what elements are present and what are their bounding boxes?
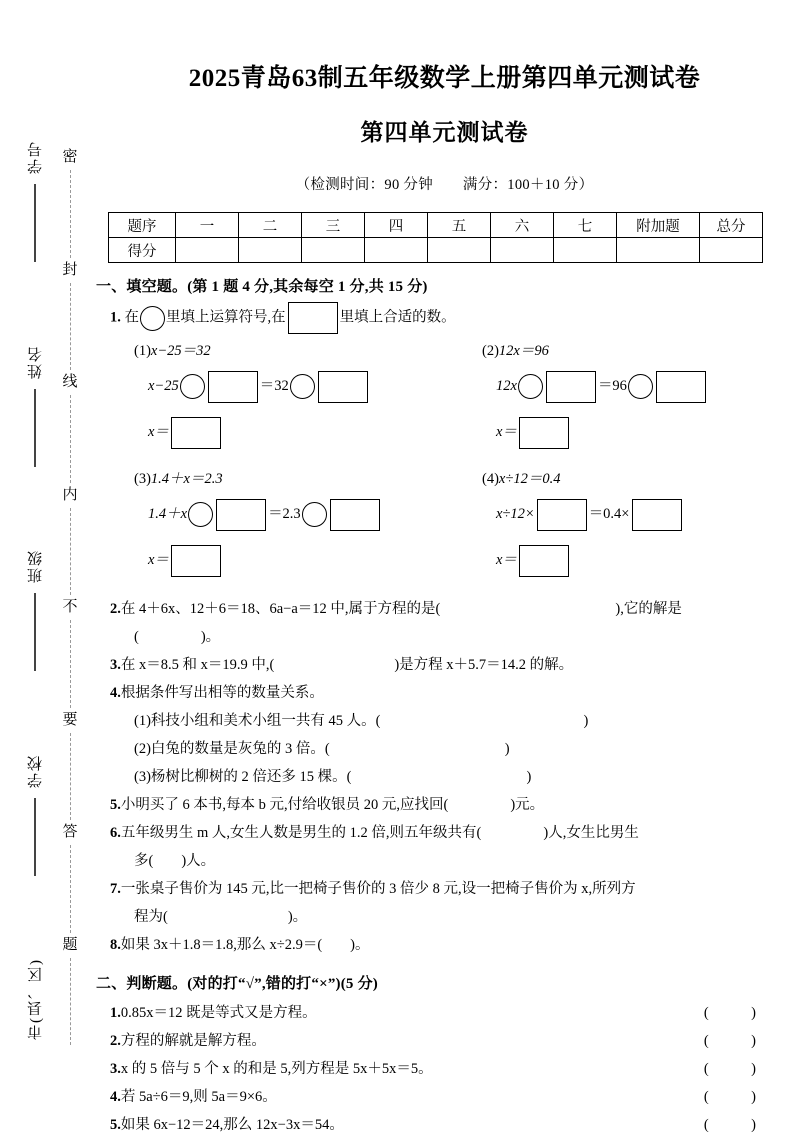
question-6-line1a: 五年级男生 m 人,女生人数是男生的 1.2 倍,则五年级共有( [120,825,482,841]
q1-text-c: 里填上合适的数。 [339,309,456,326]
item-equation: x−25＝32 [150,343,211,359]
question-4 [110,680,793,706]
seal-field-label: 学校 [27,753,44,788]
item-label-equation [134,338,444,364]
score-col-total: 总分 [700,213,763,238]
truefalse-answer-blank[interactable]: ( ) [703,1061,770,1077]
score-col-3: 三 [302,213,365,238]
seal-dash-segment [70,733,71,821]
seal-margin [0,0,96,1122]
item-result-row [496,538,793,582]
score-col-extra: 附加题 [617,213,700,238]
question-6-line2 [134,848,793,874]
question-7-line1: 一张桌子售价为 145 元,比一把椅子售价的 3 倍少 8 元,设一把椅子售价为 x,所列方 [120,881,636,897]
question-1-item-1 [96,338,444,454]
question-5-part2: )元。 [510,797,545,813]
seal-dash-segment [70,620,71,708]
score-cell-1[interactable] [176,238,239,263]
question-4-stem: 根据条件写出相等的数量关系。 [120,685,324,701]
exam-total-score: 满分：100＋10 分） [462,177,594,193]
operator-circle[interactable] [180,374,205,399]
question-3-part2: )是方程 x＋5.7＝14.2 的解。 [394,657,574,673]
item-equation: x÷12＝0.4 [498,471,561,487]
question-2 [110,596,793,622]
question-7-line2b: )。 [287,909,308,925]
question-5 [110,792,793,818]
operator-circle[interactable] [628,374,653,399]
seal-field-xuehao [25,140,46,272]
seal-char: 封 [62,261,78,278]
table-row-scores [109,238,763,263]
exam-sheet [96,0,793,1133]
question-7-line2a: 程为( [134,909,168,925]
seal-dash-segment [70,845,71,933]
equation-mid: ＝0.4× [588,506,630,522]
question-number: 6. [110,825,121,841]
score-cell-extra[interactable] [617,238,700,263]
seal-field-xuexiao [25,754,46,886]
question-number: 3. [110,657,121,673]
item-equation: 12x＝96 [498,343,549,359]
question-2-line1: 在 4＋6x、12＋6＝18、6a−a＝12 中,属于方程的是( [120,601,441,617]
answer-box[interactable] [519,545,569,577]
question-5-part1: 小明买了 6 本书,每本 b 元,付给收银员 20 元,应找回( [120,797,449,813]
q1-text-a: 在 [124,309,139,326]
score-cell-total[interactable] [700,238,763,263]
item-label: (2) [482,343,499,359]
item-label-equation [134,466,444,492]
answer-circle[interactable] [140,306,165,331]
item-equation: 1.4＋x＝2.3 [150,471,223,487]
answer-box[interactable] [330,499,380,531]
answer-box[interactable] [632,499,682,531]
question-6 [110,820,793,846]
question-number: 1. [110,309,121,326]
item-label-equation [482,338,793,364]
seal-field-banji [25,549,46,681]
score-table-row-label: 题序 [109,213,176,238]
truefalse-item-1 [110,999,770,1027]
table-row-header [109,213,763,238]
question-number: 7. [110,881,121,897]
question-number: 5. [110,797,121,813]
score-col-1: 一 [176,213,239,238]
question-4-sub-3 [134,764,793,790]
seal-field-xingming [25,345,46,477]
score-cell-7[interactable] [554,238,617,263]
score-cell-4[interactable] [365,238,428,263]
question-number: 1. [110,1005,121,1021]
answer-box[interactable] [546,371,596,403]
score-col-6: 六 [491,213,554,238]
question-number: 2. [110,1033,121,1049]
question-number: 5. [110,1117,121,1133]
score-cell-6[interactable] [491,238,554,263]
question-7-line2 [134,904,793,930]
truefalse-text: 如果 6x−12＝24,那么 12x−3x＝54。 [120,1117,344,1133]
sub-text: 白兔的数量是灰兔的 3 倍。( [150,741,330,757]
page-subtitle: 第四单元测试卷 [360,120,529,145]
exam-meta [96,173,793,194]
seal-field-label: 姓名 [27,344,44,379]
question-number: 2. [110,601,121,617]
paren-open: ( [134,629,139,645]
question-3 [110,652,793,678]
question-2-line1-tail: ),它的解是 [615,601,682,617]
q1-text-b: 里填上运算符号,在 [166,309,286,326]
truefalse-item-5 [110,1111,770,1139]
seal-char: 密 [62,149,78,165]
truefalse-text: x 的 5 倍与 5 个 x 的和是 5,列方程是 5x＋5x＝5。 [120,1061,433,1077]
seal-dash-segment [70,508,71,596]
paren-close: ) [583,713,589,729]
seal-write-rule [34,593,36,671]
item-work-row [496,364,793,408]
question-1-stem [110,302,793,334]
equation-lhs: 1.4＋x [148,506,188,522]
item-label-equation [482,466,793,492]
item-work-row [148,364,444,408]
section-1-heading: 一、填空题。(第 1 题 4 分,其余每空 1 分,共 15 分) [96,279,428,295]
result-prefix: x＝ [148,424,169,440]
score-col-7: 七 [554,213,617,238]
question-number: 4. [110,685,121,701]
answer-box[interactable] [537,499,587,531]
question-4-sub-1 [134,708,793,734]
seal-dash-segment [70,958,71,1046]
question-8 [110,932,793,958]
seal-char: 内 [62,486,78,503]
answer-box[interactable] [288,302,338,334]
seal-write-rule [34,184,36,262]
equation-mid: ＝2.3 [268,506,301,522]
seal-dash-segment [70,170,71,258]
result-prefix: x＝ [148,552,169,568]
question-8-part1: 如果 3x＋1.8＝1.8,那么 x÷2.9＝( [120,937,323,953]
item-label: (1) [134,343,151,359]
truefalse-text: 若 5a÷6＝9,则 5a＝9×6。 [120,1089,277,1105]
seal-char: 题 [62,936,78,953]
truefalse-answer-blank[interactable]: ( ) [703,1005,770,1021]
truefalse-answer-blank[interactable]: ( ) [703,1089,770,1105]
answer-box[interactable] [171,417,221,449]
equation-lhs: x−25 [148,378,179,394]
question-6-line1b: )人,女生比男生 [543,825,639,841]
answer-box[interactable] [208,371,258,403]
question-2-line2 [134,624,793,650]
truefalse-item-3 [110,1055,770,1083]
score-table [108,212,763,263]
result-prefix: x＝ [496,424,517,440]
item-label: (1) [134,713,151,729]
score-cell-2[interactable] [239,238,302,263]
question-1-item-4 [444,466,793,582]
item-label: (3) [134,471,151,487]
seal-field-shixianqu [25,958,46,1040]
equation-lhs: 12x [496,378,517,394]
question-4-sub-2 [134,736,793,762]
item-label: (2) [134,741,151,757]
truefalse-text: 0.85x＝12 既是等式又是方程。 [120,1005,317,1021]
operator-circle[interactable] [518,374,543,399]
item-result-row [496,410,793,454]
seal-field-label: 学号 [27,140,44,174]
answer-box[interactable] [318,371,368,403]
item-label: (3) [134,769,151,785]
seal-line-text [58,150,82,1050]
score-cell-5[interactable] [428,238,491,263]
question-1-item-3 [96,466,444,582]
score-col-5: 五 [428,213,491,238]
score-cell-3[interactable] [302,238,365,263]
item-result-row [148,410,444,454]
paren-close: ) [526,769,532,785]
score-col-4: 四 [365,213,428,238]
score-table-row-label: 得分 [109,238,176,263]
question-number: 4. [110,1089,121,1105]
seal-write-rule [34,389,36,467]
seal-char: 要 [62,711,78,728]
exam-duration: （检测时间：90 分钟 [295,177,434,193]
question-8-part2: )。 [350,937,370,953]
question-number: 3. [110,1061,121,1077]
seal-char: 线 [62,374,78,390]
answer-box[interactable] [171,545,221,577]
operator-circle[interactable] [188,502,213,527]
question-number: 8. [110,937,121,953]
question-6-line2a: 多( [134,853,154,869]
question-1-row-b [96,466,793,594]
answer-box[interactable] [519,417,569,449]
seal-dash-segment [70,283,71,371]
sub-text: 科技小组和美术小组一共有 45 人。( [150,713,381,729]
seal-write-rule [34,798,36,876]
paren-close: ) [504,741,510,757]
seal-char: 不 [62,599,78,615]
seal-dash-segment [70,395,71,483]
page-title: 2025青岛63制五年级数学上册第四单元测试卷 [188,65,701,92]
paren-close: )。 [200,629,221,645]
seal-field-label: 班级 [27,549,44,583]
seal-outer-fields [14,140,56,1040]
truefalse-answer-blank[interactable]: ( ) [703,1117,770,1133]
operator-circle[interactable] [302,502,327,527]
equation-mid: ＝96 [597,378,627,394]
question-6-line2b: )人。 [181,853,216,869]
result-prefix: x＝ [496,552,517,568]
section-2-heading: 二、判断题。(对的打“√”,错的打“×”)(5 分) [96,976,378,992]
question-3-part1: 在 x＝8.5 和 x＝19.9 中,( [120,657,275,673]
item-label: (4) [482,471,499,487]
answer-box[interactable] [656,371,706,403]
answer-box[interactable] [216,499,266,531]
question-1-item-2 [444,338,793,454]
item-work-row [496,492,793,536]
item-result-row [148,538,444,582]
sub-text: 杨树比柳树的 2 倍还多 15 棵。( [150,769,352,785]
question-7 [110,876,793,902]
equation-lhs: x÷12× [496,506,535,522]
truefalse-answer-blank[interactable]: ( ) [703,1033,770,1049]
question-1-row-a [96,338,793,466]
seal-field-label: 市(县、区) [27,958,44,1040]
item-work-row [148,492,444,536]
truefalse-item-4 [110,1083,770,1111]
truefalse-item-2 [110,1027,770,1055]
equation-mid: ＝32 [259,378,289,394]
score-col-2: 二 [239,213,302,238]
seal-char: 答 [62,824,78,840]
truefalse-text: 方程的解就是解方程。 [120,1033,266,1049]
operator-circle[interactable] [290,374,315,399]
